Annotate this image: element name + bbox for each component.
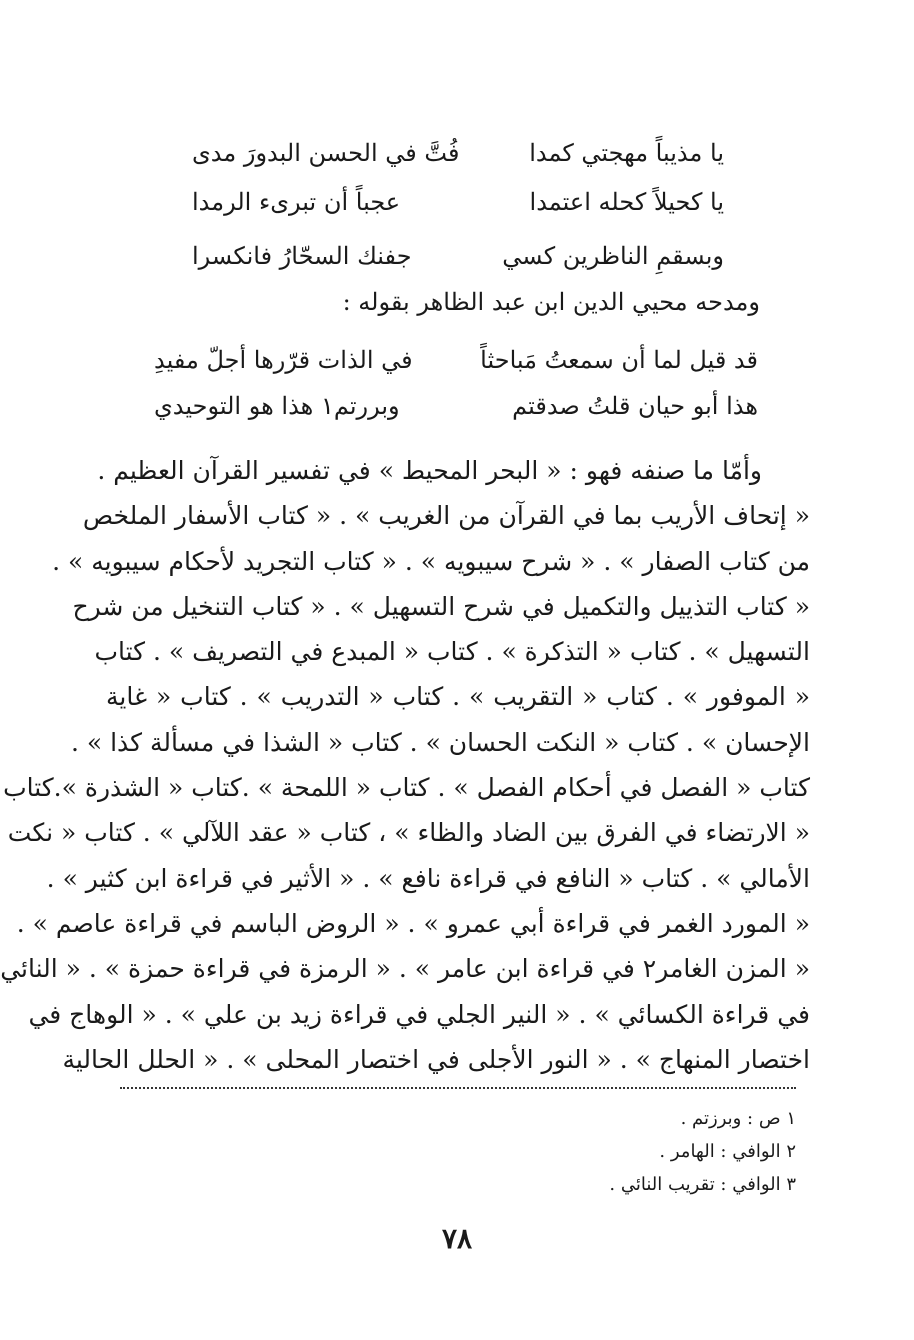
verse-first-hemistich: قد قيل لما أن سمعتُ مَباحثاً [480,346,758,374]
footnote-3: ٣ الوافي : تقريب النائي . [609,1174,796,1195]
book-list-paragraph [0,448,810,1082]
verse-second-hemistich: فُتَّ في الحسن البدورَ مدى [192,139,460,167]
prose-line: كتاب « الفصل في أحكام الفصل » . كتاب « اللمحة » .كتاب « الشذرة ».كتاب [3,773,810,803]
verse-first-hemistich: يا مذيباً مهجتي كمدا [529,139,724,167]
verse-line-1 [192,133,724,173]
prose-line: الإحسان » . كتاب « النكت الحسان » . كتاب « الشذا في مسألة كذا » . [70,727,810,757]
intro-line: ومدحه محيي الدين ابن عبد الظاهر بقوله : [342,288,760,316]
page-number: ٧٨ [441,1222,473,1255]
prose-line: التسهيل » . كتاب « التذكرة » . كتاب « المبدع في التصريف » . كتاب [94,637,810,667]
verse-first-hemistich: يا كحيلاً كحله اعتمدا [529,188,724,216]
verse-line-2 [192,182,724,222]
verse-line-3 [192,236,724,276]
prose-line: « إتحاف الأريب بما في القرآن من الغريب » . « كتاب الأسفار الملخص [82,501,810,531]
verse-second-hemistich: وبررتم١ هذا هو التوحيدي [154,392,400,420]
footnote-1: ١ ص : وبرزتم . [680,1108,796,1129]
footnote-2: ٢ الوافي : الهامر . [659,1141,796,1162]
prose-line: الأمالي » . كتاب « النافع في قراءة نافع » . « الأثير في قراءة ابن كثير » . [46,863,810,893]
prose-line: اختصار المنهاج » . « النور الأجلى في اختصار المحلى » . « الحلل الحالية [62,1044,810,1074]
verse-line-5 [154,386,758,426]
prose-line: في قراءة الكسائي » . « النير الجلي في قراءة زيد بن علي » . « الوهاج في [28,999,810,1029]
verse-second-hemistich: عجباً أن تبرىء الرمدا [192,188,401,216]
verse-second-hemistich: في الذات قرّرها أجلّ مفيدِ [154,346,413,374]
verse-first-hemistich: وبسقمِ الناظرين كسي [502,242,724,270]
verse-second-hemistich: جفنك السحّارُ فانكسرا [192,242,412,270]
prose-line: وأمّا ما صنفه فهو : « البحر المحيط » في تفسير القرآن العظيم . [97,456,762,485]
prose-line: « المزن الغامر٢ في قراءة ابن عامر » . « الرمزة في قراءة حمزة » . « النائي [0,954,810,984]
prose-line: « كتاب التذييل والتكميل في شرح التسهيل » . « كتاب التنخيل من شرح [72,591,810,621]
verse-line-4 [154,340,758,380]
prose-line: « الارتضاء في الفرق بين الضاد والظاء » ، كتاب « عقد اللآلي » . كتاب « نكت [7,818,810,848]
prose-line: « المورد الغمر في قراءة أبي عمرو » . « الروض الباسم في قراءة عاصم » . [16,908,810,938]
prose-line: من كتاب الصفار » . « شرح سيبويه » . « كتاب التجريد لأحكام سيبويه » . [52,546,810,576]
prose-line: « الموفور » . كتاب « التقريب » . كتاب « التدريب » . كتاب « غاية [106,682,810,712]
verse-first-hemistich: هذا أبو حيان قلتُ صدقتم [512,392,758,420]
footnote-separator [120,1087,796,1089]
footnotes [296,1102,796,1201]
